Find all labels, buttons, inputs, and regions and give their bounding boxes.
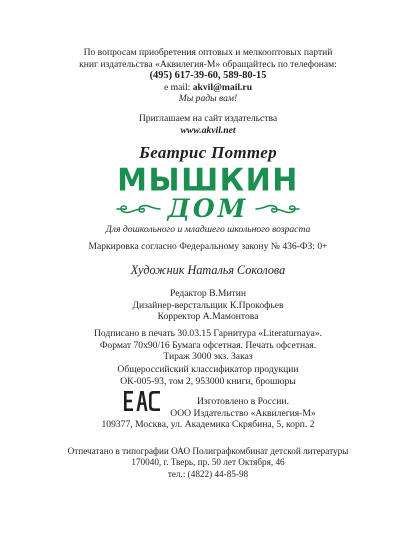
- contact-phones: (495) 617-39-60, 589-80-15: [149, 70, 267, 82]
- designer-credit: Дизайнер-верстальщик К.Прокофьев: [132, 299, 284, 311]
- age-marking: Маркировка согласно Федеральному закону № 436-ФЗ: 0+: [88, 240, 328, 252]
- book-title: [0, 162, 416, 223]
- printer-line-2: 170040, г. Тверь, пр. 50 лет Октября, 46: [131, 457, 285, 468]
- book-title-line-1: МЫШКИН: [117, 162, 299, 199]
- printer-line-1: Отпечатано в типографии ОАО Полиграфкомбинат детской литературы: [67, 446, 349, 456]
- left-ornament-icon: [116, 202, 162, 216]
- printer-block: [0, 446, 416, 480]
- site-url[interactable]: www.akvil.net: [180, 124, 236, 136]
- credits-block: [0, 288, 416, 323]
- contact-email-line: [0, 82, 416, 94]
- audience-text: Для дошкольного и младшего школьного возраста: [105, 224, 311, 235]
- spacer: [0, 105, 416, 113]
- manufacturer-line-1: Изготовлено в России.: [197, 396, 289, 407]
- printer-line-3: тел.: (4822) 44-85-98: [167, 468, 249, 479]
- manufacturer-line-2: ООО Издательство «Аквилегия-М»: [170, 407, 316, 419]
- audience-block: [0, 224, 416, 252]
- book-title-line-2-row: [0, 196, 416, 222]
- right-ornament-icon: [254, 202, 300, 216]
- email-prefix: e mail:: [163, 81, 193, 93]
- print-info-line-1: Подписано в печать 30.03.15 Гарнитура «Literaturnaya».: [93, 328, 323, 339]
- site-invite: Приглашаем на сайт издательства: [138, 112, 278, 124]
- print-info-block: [0, 328, 416, 363]
- print-info-line-2: Формат 70х90/16 Бумага офсетная. Печать офсетная.: [99, 339, 317, 351]
- welcome-text: Мы рады вам!: [178, 93, 238, 105]
- print-info-line-3: Тираж 3000 экз. Заказ: [163, 351, 253, 363]
- classifier-block: [0, 364, 416, 387]
- classifier-line-2: ОК-005-93, том 2, 953000 книги, брошюры: [120, 375, 296, 387]
- contact-email[interactable]: akvil@mail.ru: [192, 81, 253, 93]
- book-title-line-2: ДОМ: [167, 194, 249, 223]
- contacts-block: [0, 47, 416, 136]
- book-author: Беатрис Поттер: [139, 143, 277, 162]
- classifier-line-1: Общероссийский классификатор продукции: [117, 364, 299, 375]
- illustrator: Художник Наталья Соколова: [130, 263, 286, 277]
- manufacturer-line-3: 109377, Москва, ул. Академика Скрябина, 5, корп. 2: [101, 419, 315, 431]
- proofreader-credit: Корректор А.Мамонтова: [157, 311, 259, 323]
- editor-credit: Редактор В.Митин: [170, 288, 246, 299]
- manufacturer-block: [0, 396, 416, 431]
- contacts-line-2: книг издательства «Аквилегия-М» обращайтесь по телефонам:: [79, 58, 337, 70]
- contacts-line-1: По вопросам приобретения оптовых и мелкооптовых партий: [83, 47, 333, 58]
